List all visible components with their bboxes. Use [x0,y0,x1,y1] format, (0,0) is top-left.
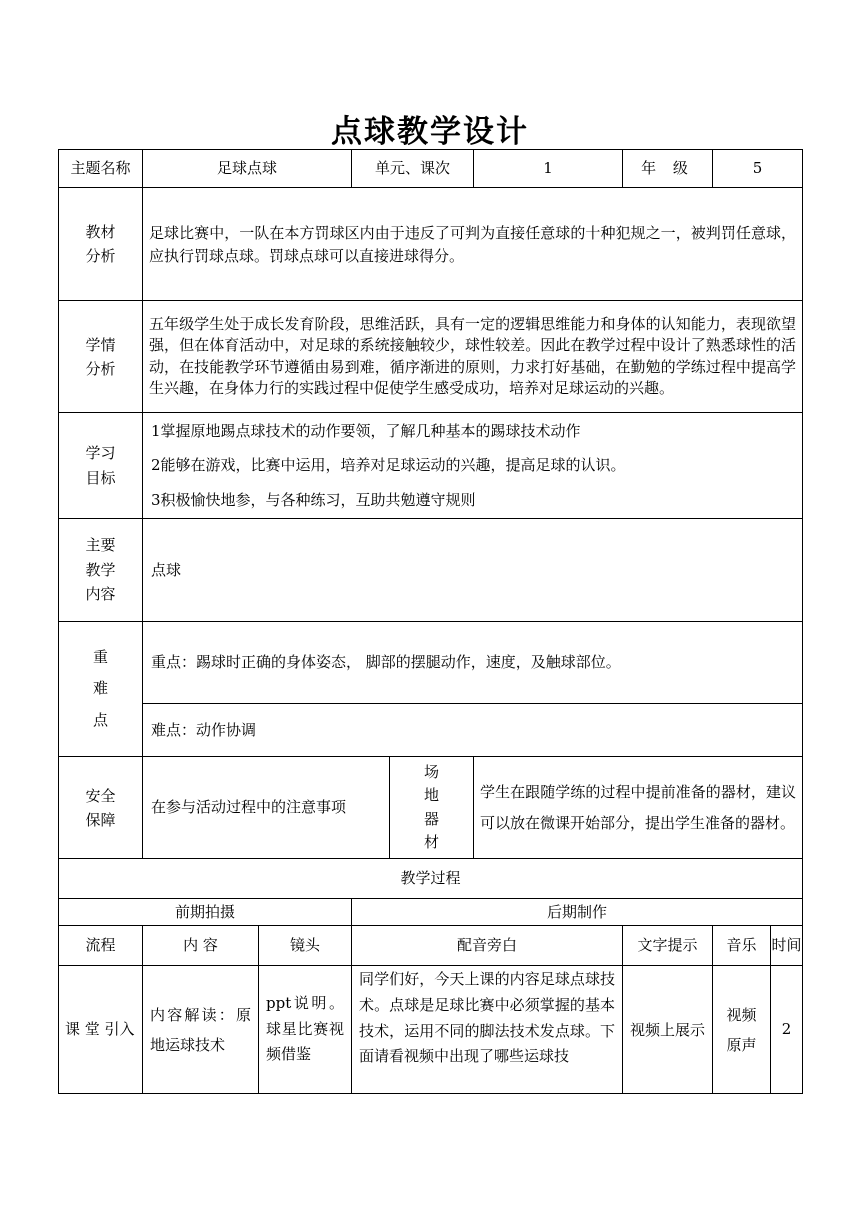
grade-value: 5 [713,150,803,188]
material-label: 教材分析 [59,188,143,301]
venue-text-cell [474,757,803,859]
lesson-plan-table [58,149,803,1094]
key-text: 重点：踢球时正确的身体姿态， 脚部的摆腿动作，速度，及触球部位。 [151,653,621,672]
venue-text: 学生在跟随学练的过程中提前准备的器材，建议可以放在微课开始部分，提出学生准备的器材。 [480,782,797,832]
key-row [59,622,803,704]
content-row [59,519,803,622]
col-time: 时间 [771,926,803,966]
col-music: 音乐 [713,926,771,966]
process-header-row [59,926,803,966]
row-flow: 课 堂 引入 [59,966,143,1094]
col-flow: 流程 [59,926,143,966]
row-time: 2 [771,966,803,1094]
topic-value: 足球点球 [143,150,352,188]
goals-label: 学习 目标 [59,413,143,519]
material-text-cell [143,188,803,301]
goal-item: 3积极愉快地参，与各种练习，互助共勉遵守规则 [151,490,476,509]
keypoints-label: 重 难 点 [59,622,143,757]
row-content: 内容解读：原地运球技术 [143,966,259,1094]
safety-text-cell [143,757,390,859]
material-text: 足球比赛中，一队在本方罚球区内由于违反了可判为直接任意球的十种犯规之一，被判罚任意球，应执行罚球点球。罚球点球可以直接进球得分。 [149,224,797,265]
key-text-cell [143,622,803,704]
process-title: 教学过程 [59,859,803,899]
row-music: 视频原声 [713,966,771,1094]
page-title: 点球教学设计 [331,114,529,150]
venue-label: 场 地 器 材 [390,757,474,859]
learner-text: 五年级学生处于成长发育阶段，思维活跃，具有一定的逻辑思维能力和身体的认知能力，表现欲望强，但在体育活动中，对足球的系统接触较少，球性较差。因此在教学过程中设计了熟悉球性的活动，在技能教学环节遵循由易到难，循序渐进的原则，力求打好基础，在勤勉的学练过程中提高学生兴趣，在身体力行的实践过程中促使学生感受成功，培养对足球运动的兴趣。 [149,314,797,397]
safety-label: 安全保障 [59,757,143,859]
col-caption: 文字提示 [623,926,713,966]
goals-row [59,413,803,519]
process-row [59,966,803,1094]
difficulty-row [59,704,803,757]
content-text-cell [143,519,803,622]
learner-text-cell [143,301,803,413]
unit-label: 单元、课次 [352,150,474,188]
content-label: 主要 教学 内容 [59,519,143,622]
row-narration: 同学们好，今天上课的内容足球点球技术。点球是足球比赛中必须掌握的基本技术，运用不同的脚法技术发点球。下面请看视频中出现了哪些运球技 [352,966,623,1094]
row-caption: 视频上展示 [623,966,713,1094]
learner-label: 学情分析 [59,301,143,413]
post-production-label: 后期制作 [352,899,803,926]
grade-label: 年 级 [623,150,713,188]
goal-item: 1掌握原地踢点球技术的动作要领，了解几种基本的踢球技术动作 [151,421,581,440]
difficulty-text: 难点：动作协调 [151,720,257,739]
pre-production-label: 前期拍摄 [59,899,352,926]
row-shot: ppt说明。球星比赛视频借鉴 [259,966,352,1094]
difficulty-text-cell [143,704,803,757]
header-row [59,150,803,188]
col-narration: 配音旁白 [352,926,623,966]
safety-text: 在参与活动过程中的注意事项 [151,798,347,817]
goals-list [143,413,803,519]
content-text: 点球 [151,560,182,579]
process-title-row [59,859,803,899]
col-shot: 镜头 [259,926,352,966]
unit-value: 1 [474,150,623,188]
material-row [59,188,803,301]
phase-row [59,899,803,926]
topic-label: 主题名称 [59,150,143,188]
goal-item: 2能够在游戏，比赛中运用，培养对足球运动的兴趣，提高足球的认识。 [151,456,626,475]
col-content: 内 容 [143,926,259,966]
safety-row [59,757,803,859]
learner-row [59,301,803,413]
